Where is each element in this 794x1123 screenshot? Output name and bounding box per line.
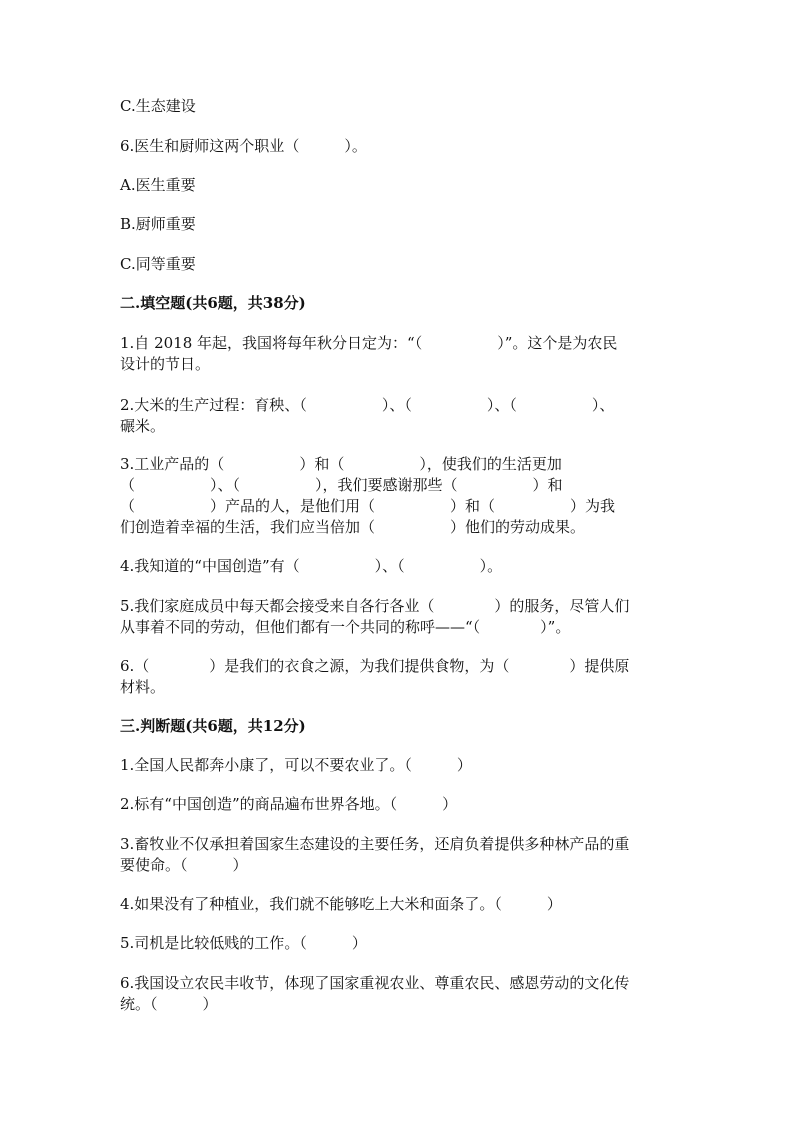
judge-q3-line1: 3.畜牧业不仅承担着国家生态建设的主要任务，还肩负着提供多种林产品的重 — [120, 835, 630, 853]
fill-q5-line1: 5.我们家庭成员中每天都会接受来自各行各业（ ）的服务，尽管人们 — [120, 597, 630, 615]
option-a: A.医生重要 — [120, 176, 196, 194]
fill-q2-line2: 碾米。 — [120, 417, 166, 435]
fill-q3-line4: 们创造着幸福的生活，我们应当倍加（ ）他们的劳动成果。 — [120, 518, 586, 536]
fill-q6-line1: 6.（ ）是我们的衣食之源，为我们提供食物，为（ ）提供原 — [120, 657, 630, 675]
fill-q3-line1: 3.工业产品的（ ）和（ ），使我们的生活更加 — [120, 455, 562, 473]
fill-q3-line3: （ ）产品的人，是他们用（ ）和（ ）为我 — [120, 497, 616, 515]
option-b: B.厨师重要 — [120, 215, 196, 233]
fill-q6-line2: 材料。 — [120, 678, 166, 696]
judge-q6-line2: 统。（ ） — [120, 995, 218, 1013]
judge-q6-line1: 6.我国设立农民丰收节，体现了国家重视农业、尊重农民、感恩劳动的文化传 — [120, 974, 630, 992]
fill-q1-line2: 设计的节日。 — [120, 355, 211, 373]
section-heading-fill-in: 二.填空题(共6题，共38分) — [120, 294, 306, 312]
judge-q3-line2: 要使命。（ ） — [120, 856, 248, 874]
fill-q2-line1: 2.大米的生产过程：育秧、（ ）、（ ）、（ ）、 — [120, 396, 615, 414]
option-c: C.同等重要 — [120, 255, 196, 273]
fill-q5-line2: 从事着不同的劳动，但他们都有一个共同的称呼——“（ ）”。 — [120, 618, 571, 636]
fill-q4: 4.我知道的“中国创造”有（ ）、（ ）。 — [120, 557, 503, 575]
judge-q5: 5.司机是比较低贱的工作。（ ） — [120, 934, 367, 952]
fill-q3-line2: （ ）、（ ），我们要感谢那些（ ）和 — [120, 476, 563, 494]
judge-q2: 2.标有“中国创造”的商品遍布世界各地。（ ） — [120, 795, 458, 813]
option-c-ecological: C.生态建设 — [120, 97, 196, 115]
section-heading-true-false: 三.判断题(共6题，共12分) — [120, 717, 306, 735]
question-stem: 6.医生和厨师这两个职业（ ）。 — [120, 137, 367, 155]
fill-q1-line1: 1.自 2018 年起，我国将每年秋分日定为：“（ ）”。这个是为农民 — [120, 334, 618, 352]
judge-q4: 4.如果没有了种植业，我们就不能够吃上大米和面条了。（ ） — [120, 895, 562, 913]
judge-q1: 1.全国人民都奔小康了，可以不要农业了。（ ） — [120, 756, 472, 774]
